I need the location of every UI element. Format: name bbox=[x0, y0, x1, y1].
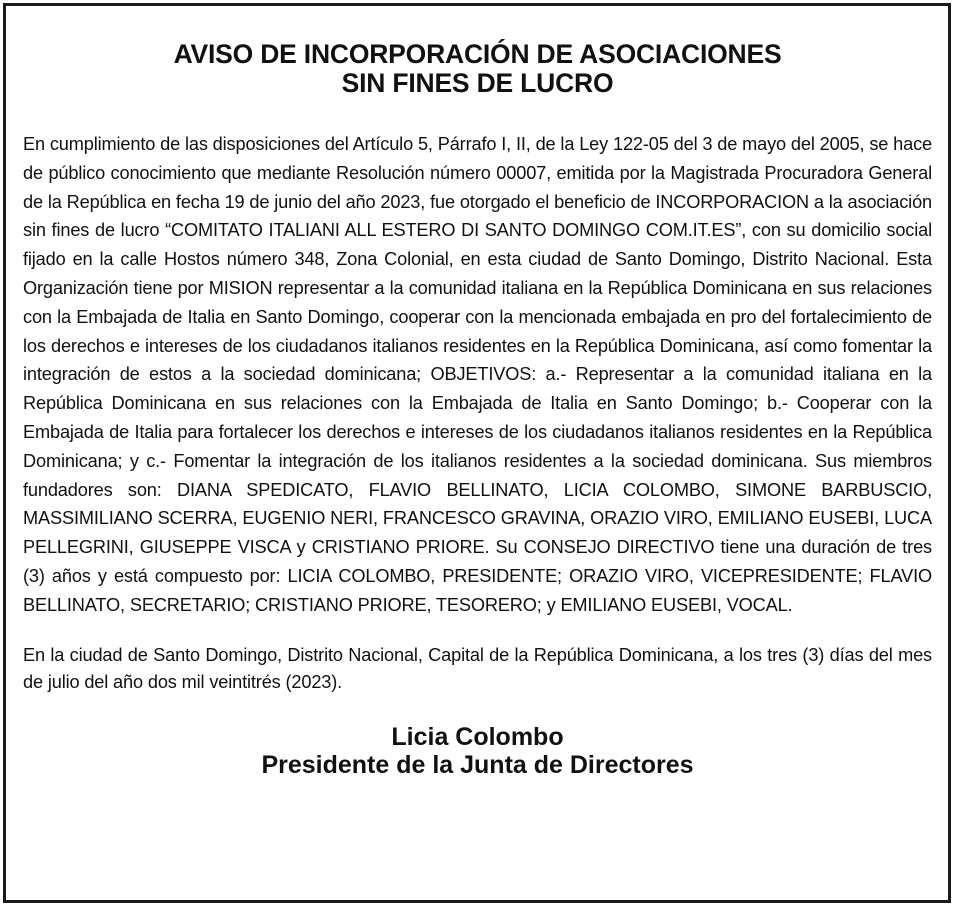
resolution-paragraph-members: Sus miembros fundadores son: DIANA SPEDICATO, FLAVIO BELLINATO, LICIA COLOMBO, SIMONE BARBUSCIO, MASSIMILIANO SCERRA, EUGENIO NERI, FRANCESCO GRAVINA, ORAZIO VIRO, EMILIANO EUSEBI, LUCA PELLEGRINI, GIUSEPPE VISCA y CRISTIANO PRIORE. Su CONSEJO DIRECTIVO tiene una duración de tres (3) años y está compuesto por: LICIA COLOMBO, PRESIDENTE; ORAZIO VIRO, VICEPRESIDENTE; FLAVIO BELLINATO, SECRETARIO; CRISTIANO PRIORE, TESORERO; y EMILIANO EUSEBI, VOCAL. bbox=[23, 450, 932, 615]
notice-title-line-2: SIN FINES DE LUCRO bbox=[341, 68, 614, 98]
signature-block bbox=[23, 723, 932, 779]
resolution-paragraph bbox=[23, 130, 932, 620]
signer-title: Presidente de la Junta de Directores bbox=[261, 750, 694, 779]
notice-frame bbox=[3, 3, 951, 903]
date-paragraph: En la ciudad de Santo Domingo, Distrito Nacional, Capital de la República Dominicana, a los tres (3) días del mes de julio del año dos mil veintitrés (2023). bbox=[23, 644, 932, 692]
resolution-paragraph-main: En cumplimiento de las disposiciones del Artículo 5, Párrafo I, II, de la Ley 122-05 del 3 de mayo del 2005, se hace de público conocimiento que mediante Resolución número 00007, emitida por la Magistrada Procuradora General de la República en fecha 19 de junio del año 2023, fue otorgado el beneficio de INCORPORACION a la asociación sin fines de lucro “COMITATO ITALIANI ALL ESTERO DI SANTO DOMINGO COM.IT.ES”, con su domicilio social fijado en la calle Hostos número 348, Zona Colonial, en esta ciudad de Santo Domingo, Distrito Nacional. Esta Organización tiene por MISION representar a la comunidad italiana en la República Dominicana en sus relaciones con la Embajada de Italia en Santo Domingo, cooperar con la mencionada embajada en pro del fortalecimiento de los derechos e intereses de los ciudadanos italianos residentes en la República Dominicana, así como fomentar la integración de estos a la sociedad dominicana; OBJETIVOS: a.- Representar a la comunidad italiana en la República Dominicana en sus relaciones con la Embajada de Italia en Santo Domingo; b.- Cooperar con la Embajada de Italia para fortalecer los derechos e intereses de los ciudadanos italianos residentes en la República Dominicana; y c.- Fomentar la integración de los italianos residentes a la sociedad dominicana. bbox=[23, 134, 932, 471]
notice-title-line-1: AVISO DE INCORPORACIÓN DE ASOCIACIONES bbox=[173, 39, 782, 69]
notice-title bbox=[23, 6, 932, 98]
notice-content bbox=[23, 6, 932, 779]
signer-name: Licia Colombo bbox=[391, 722, 564, 751]
